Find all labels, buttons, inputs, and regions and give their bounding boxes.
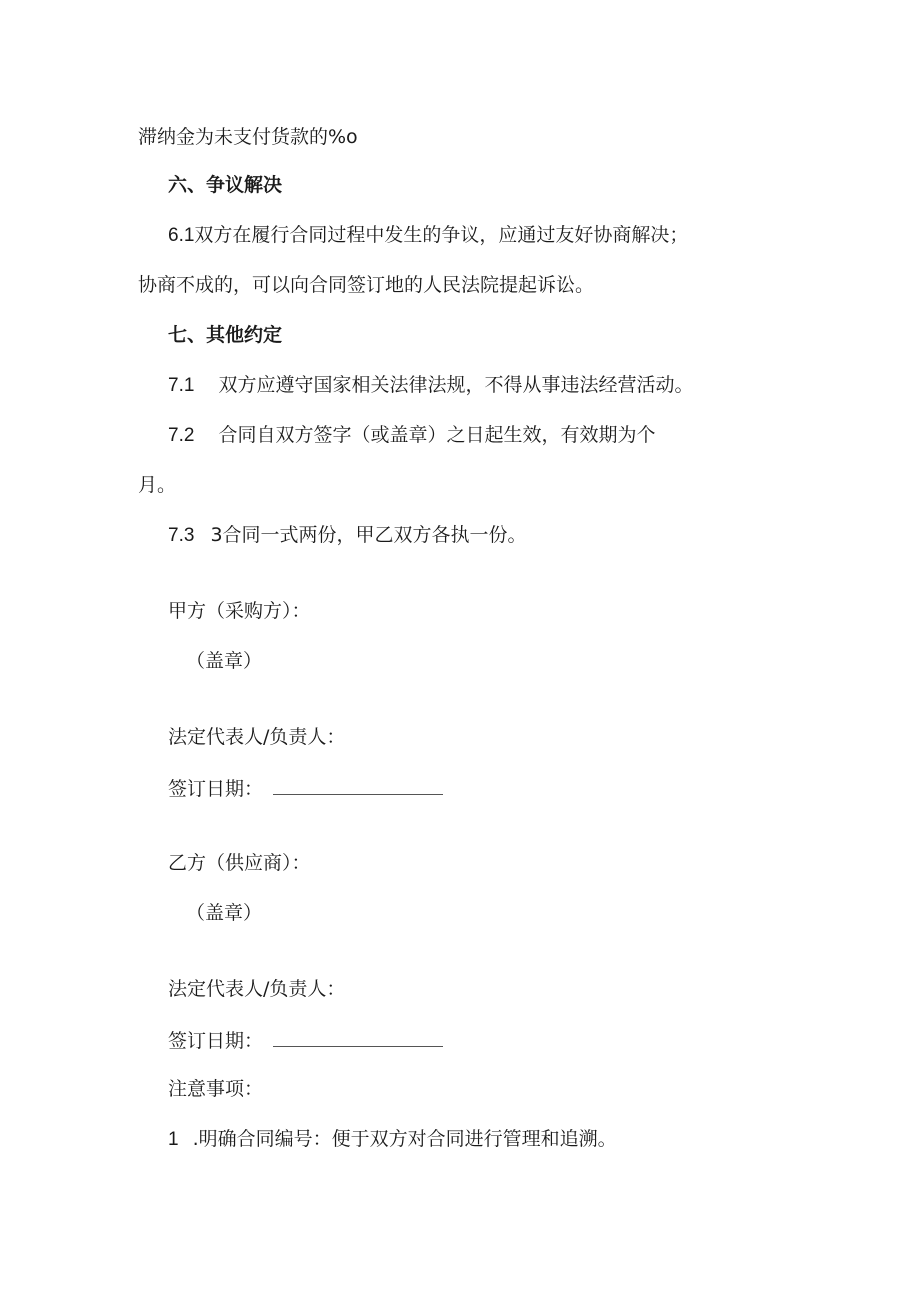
party-a-sign-date	[168, 778, 443, 799]
party-a-seal	[186, 652, 262, 671]
party-b-representative	[168, 980, 345, 999]
clause-6-1-text: 双方在履行合同过程中发生的争议，应通过友好协商解决；	[194, 224, 689, 246]
party-b-title-label: 乙方（供应商）：	[168, 852, 311, 874]
party-a-sign-date-label: 签订日期：	[168, 778, 264, 800]
clause-7-2-continued	[138, 476, 176, 495]
section-7-title-label: 七、其他约定	[168, 324, 283, 346]
notes-title	[168, 1080, 263, 1099]
clause-6-1-text-continued: 协商不成的，可以向合同签订地的人民法院提起诉讼。	[138, 274, 595, 296]
party-b-sign-date-blank	[273, 1030, 443, 1047]
party-a-representative-label: 法定代表人/负责人：	[168, 726, 346, 748]
clause-6-1-number: 6.1	[168, 225, 195, 246]
clause-7-2-text: 合同自双方签字（或盖章）之日起生效，有效期为个	[218, 424, 656, 446]
party-b-sign-date	[168, 1030, 443, 1051]
clause-7-1-text: 双方应遵守国家相关法律法规，不得从事违法经营活动。	[218, 374, 694, 396]
clause-7-3	[168, 526, 527, 545]
section-7-title	[168, 326, 282, 345]
notes-item-1-text: .明确合同编号：便于双方对合同进行管理和追溯。	[192, 1128, 617, 1150]
party-a-title	[168, 602, 311, 621]
party-a-seal-label: （盖章）	[186, 650, 263, 672]
party-b-seal-label: （盖章）	[186, 902, 263, 924]
party-b-seal	[186, 904, 262, 923]
notes-item-1	[168, 1130, 617, 1149]
party-b-title	[168, 854, 311, 873]
clause-6-1-continued	[138, 276, 594, 295]
clause-7-2-text-continued: 月。	[138, 474, 177, 496]
section-6-title	[168, 176, 282, 195]
party-b-sign-date-label: 签订日期：	[168, 1030, 264, 1052]
clause-7-1-number: 7.1	[168, 375, 195, 396]
section-6-title-label: 六、争议解决	[168, 174, 283, 196]
late-fee-text	[138, 128, 358, 147]
party-a-title-label: 甲方（采购方）：	[168, 600, 311, 622]
late-fee-label: 滞纳金为未支付货款的%o	[138, 126, 358, 148]
clause-7-1	[168, 376, 693, 395]
clause-7-3-number: 7.3	[168, 525, 195, 546]
party-b-representative-label: 法定代表人/负责人：	[168, 978, 346, 1000]
clause-7-2	[168, 426, 655, 445]
notes-item-1-number: 1	[168, 1129, 179, 1150]
clause-7-2-number: 7.2	[168, 425, 195, 446]
notes-title-label: 注意事项：	[168, 1078, 264, 1100]
clause-7-3-text: 3合同一式两份，甲乙双方各执一份。	[210, 524, 527, 546]
clause-6-1	[168, 226, 688, 245]
party-a-sign-date-blank	[273, 778, 443, 795]
party-a-representative	[168, 728, 345, 747]
